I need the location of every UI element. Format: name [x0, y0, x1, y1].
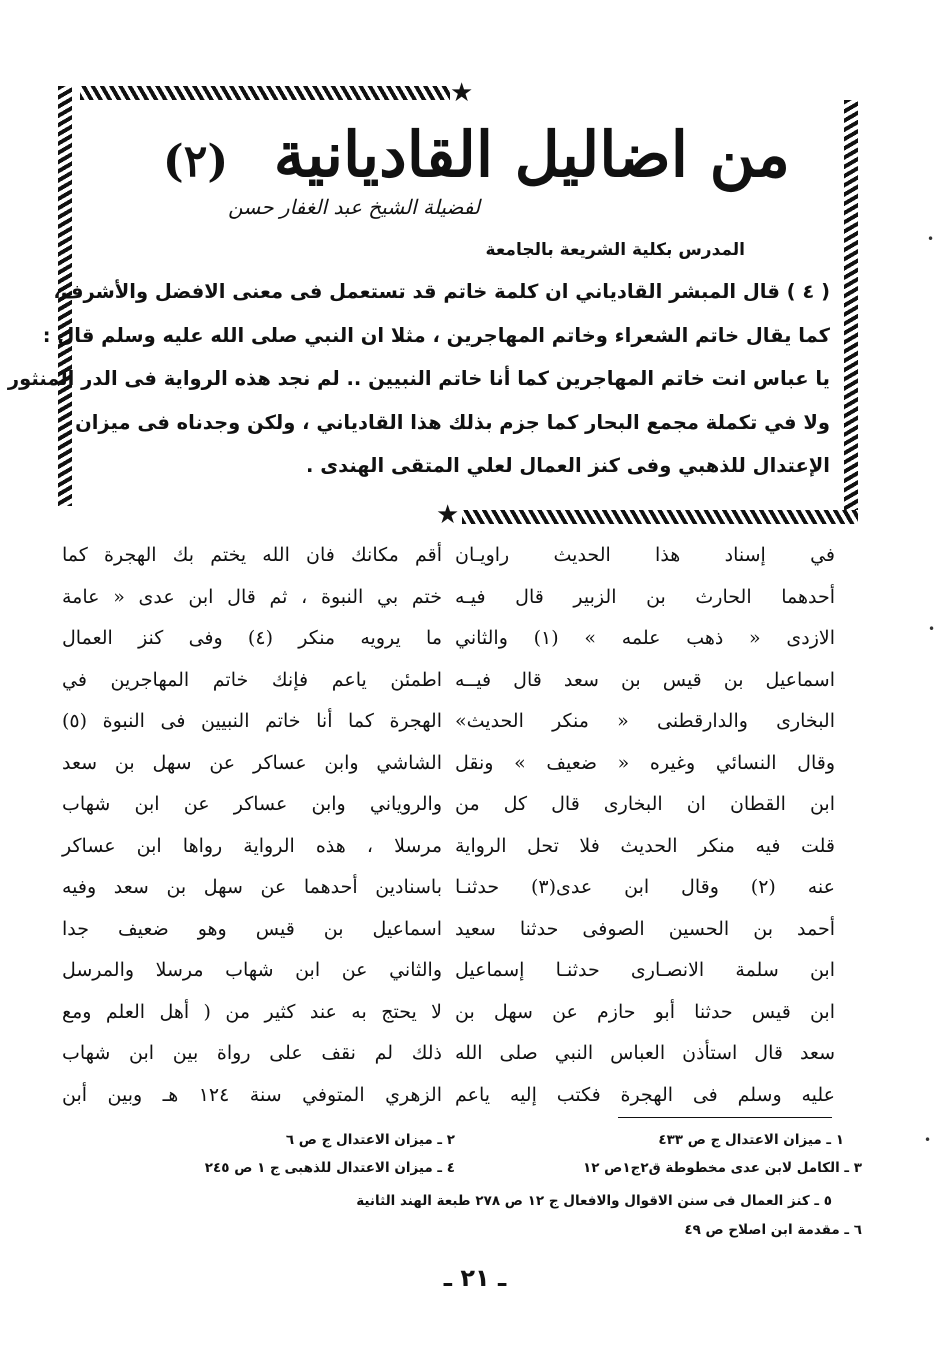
intro-line: ولا في تكملة مجمع البحار كما جزم بذلك هذا القادياني ، ولكن وجدناه فى ميزان	[75, 410, 830, 434]
column-line: الشاشي وابن عساكر عن سهل بن سعد	[62, 751, 442, 774]
right-column	[455, 535, 835, 1116]
column-line: عليه وسلم فى الهجرة فكتب إليه ياعم	[455, 1083, 835, 1106]
column-line: ابن القطان ان البخارى قال كل من	[455, 793, 835, 815]
author-line: لفضيلة الشيخ عبد الغفار حسن	[228, 195, 480, 219]
page-number: ـ ٢١ ـ	[443, 1264, 507, 1292]
footnote-5: ٥ ـ كنز العمال فى سنن الاقوال والافعال ج ١٢ ص ٢٧٨ طبعة الهند الثانية	[356, 1193, 832, 1209]
scan-speck: •	[924, 1133, 932, 1147]
column-line: أحمد بن الحسين الصوفى حدثنا سعيد	[455, 917, 835, 940]
intro-line: يا عباس انت خاتم المهاجرين كما أنا خاتم النبيين .. لم نجد هذه الرواية فى الدر المنثور	[7, 367, 830, 390]
column-line: عنه (٢) وقال ابن عدى(٣) حدثنـا	[455, 876, 835, 898]
column-line: قلت فيه منكر الحديث فلا تحل الرواية	[455, 834, 835, 857]
column-line: لا يحتج به عند كثير من ( أهل العلم ومع	[62, 1000, 442, 1023]
column-line: اسماعيل بن قيس وهو ضعيف جدا	[62, 917, 442, 940]
column-line: ذلك لم نقف على رواة بين ابن شهاب	[62, 1042, 442, 1064]
footnote-2: ٢ ـ ميزان الاعتدال ج ص ٦	[285, 1132, 455, 1148]
footnote-4: ٤ ـ ميزان الاعتدال للذهبى ج ١ ص ٢٤٥	[204, 1160, 455, 1176]
column-line: والروياني وابن عساكر عن ابن شهاب	[62, 793, 442, 815]
column-line: وقال النسائي وغيره « ضعيف » ونقل	[455, 751, 835, 774]
column-line: ابن قيس حدثنا أبو حازم عن سهل بن	[455, 1000, 835, 1023]
column-line: اطمئن ياعم فإنك خاتم المهاجرين في	[62, 668, 442, 691]
intro-line: ( ٤ ) قال المبشر القادياني ان كلمة خاتم قد تستعمل فى معنى الافضل والأشرف،	[53, 280, 830, 303]
scan-speck: •	[928, 622, 936, 636]
intro-line: كما يقال خاتم الشعراء وخاتم المهاجرين ، مثلا ان النبي صلى الله عليه وسلم قال :	[42, 323, 830, 347]
star-ornament-bottom: ★	[436, 500, 460, 530]
scan-speck: •	[927, 232, 935, 246]
footnote-6: ٦ ـ مقدمة ابن اصلاح ص ٤٩	[684, 1222, 862, 1238]
column-line: أقم مكانك فان الله يختم بك الهجرة كما	[62, 544, 442, 566]
column-line: أحدهما الحارث بن الزبير قال فيـه	[455, 585, 835, 608]
column-line: الزهري المتوفي سنة ١٢٤ هـ وبين أبن	[62, 1083, 442, 1106]
column-line: مرسلا ، هذه الرواية رواها ابن عساكر	[62, 834, 442, 857]
footnote-separator	[618, 1117, 832, 1118]
column-line: ابن سلمة الانصـارى حدثنـا إسماعيل	[455, 959, 835, 981]
footnote-1: ١ ـ ميزان الاعتدال ج ص ٤٣٣	[658, 1132, 844, 1148]
column-line: اسماعيل بن قيس بن سعد قال فيــه	[455, 668, 835, 691]
column-line: البخارى والدارقطنى « منكر الحديث»	[455, 710, 835, 732]
column-line: باسنادين أحدهما عن سهل بن سعد وفيه	[62, 876, 442, 898]
frame-bottom-border	[462, 510, 858, 524]
footnote-3: ٣ ـ الكامل لابن عدى مخطوطة ق٢ج١ص ١٢	[582, 1160, 862, 1176]
column-line: في إسناد هذا الحديث راويـان	[455, 544, 835, 566]
frame-right-border	[844, 100, 858, 510]
intro-paragraph	[7, 270, 830, 488]
column-line: الهجرة كما أنا خاتم النبيين فى النبوة (٥)	[62, 710, 442, 732]
star-ornament-top: ★	[450, 78, 474, 108]
column-line: سعد قال استأذن العباس النبي صلى الله	[455, 1042, 835, 1064]
left-column	[62, 535, 442, 1116]
column-line: والثاني عن ابن شهاب مرسلا والمرسل	[62, 959, 442, 981]
title-text: من اضاليل القاديانية	[273, 118, 790, 191]
intro-line: الإعتدال للذهبي وفى كنز العمال لعلي المتقى الهندى .	[306, 454, 830, 477]
title-number: (٢)	[162, 136, 229, 187]
page-title	[162, 110, 790, 207]
column-line: الازدى « ذهب علمه » (١) والثاني	[455, 627, 835, 649]
column-line: ختم بي النبوة ، ثم قال ابن عدى « عامة	[62, 585, 442, 608]
column-line: ما يرويه منكر (٤) وفى كنز العمال	[62, 627, 443, 649]
frame-top-border	[80, 86, 450, 100]
author-rank: المدرس بكلية الشريعة بالجامعة	[485, 240, 745, 260]
